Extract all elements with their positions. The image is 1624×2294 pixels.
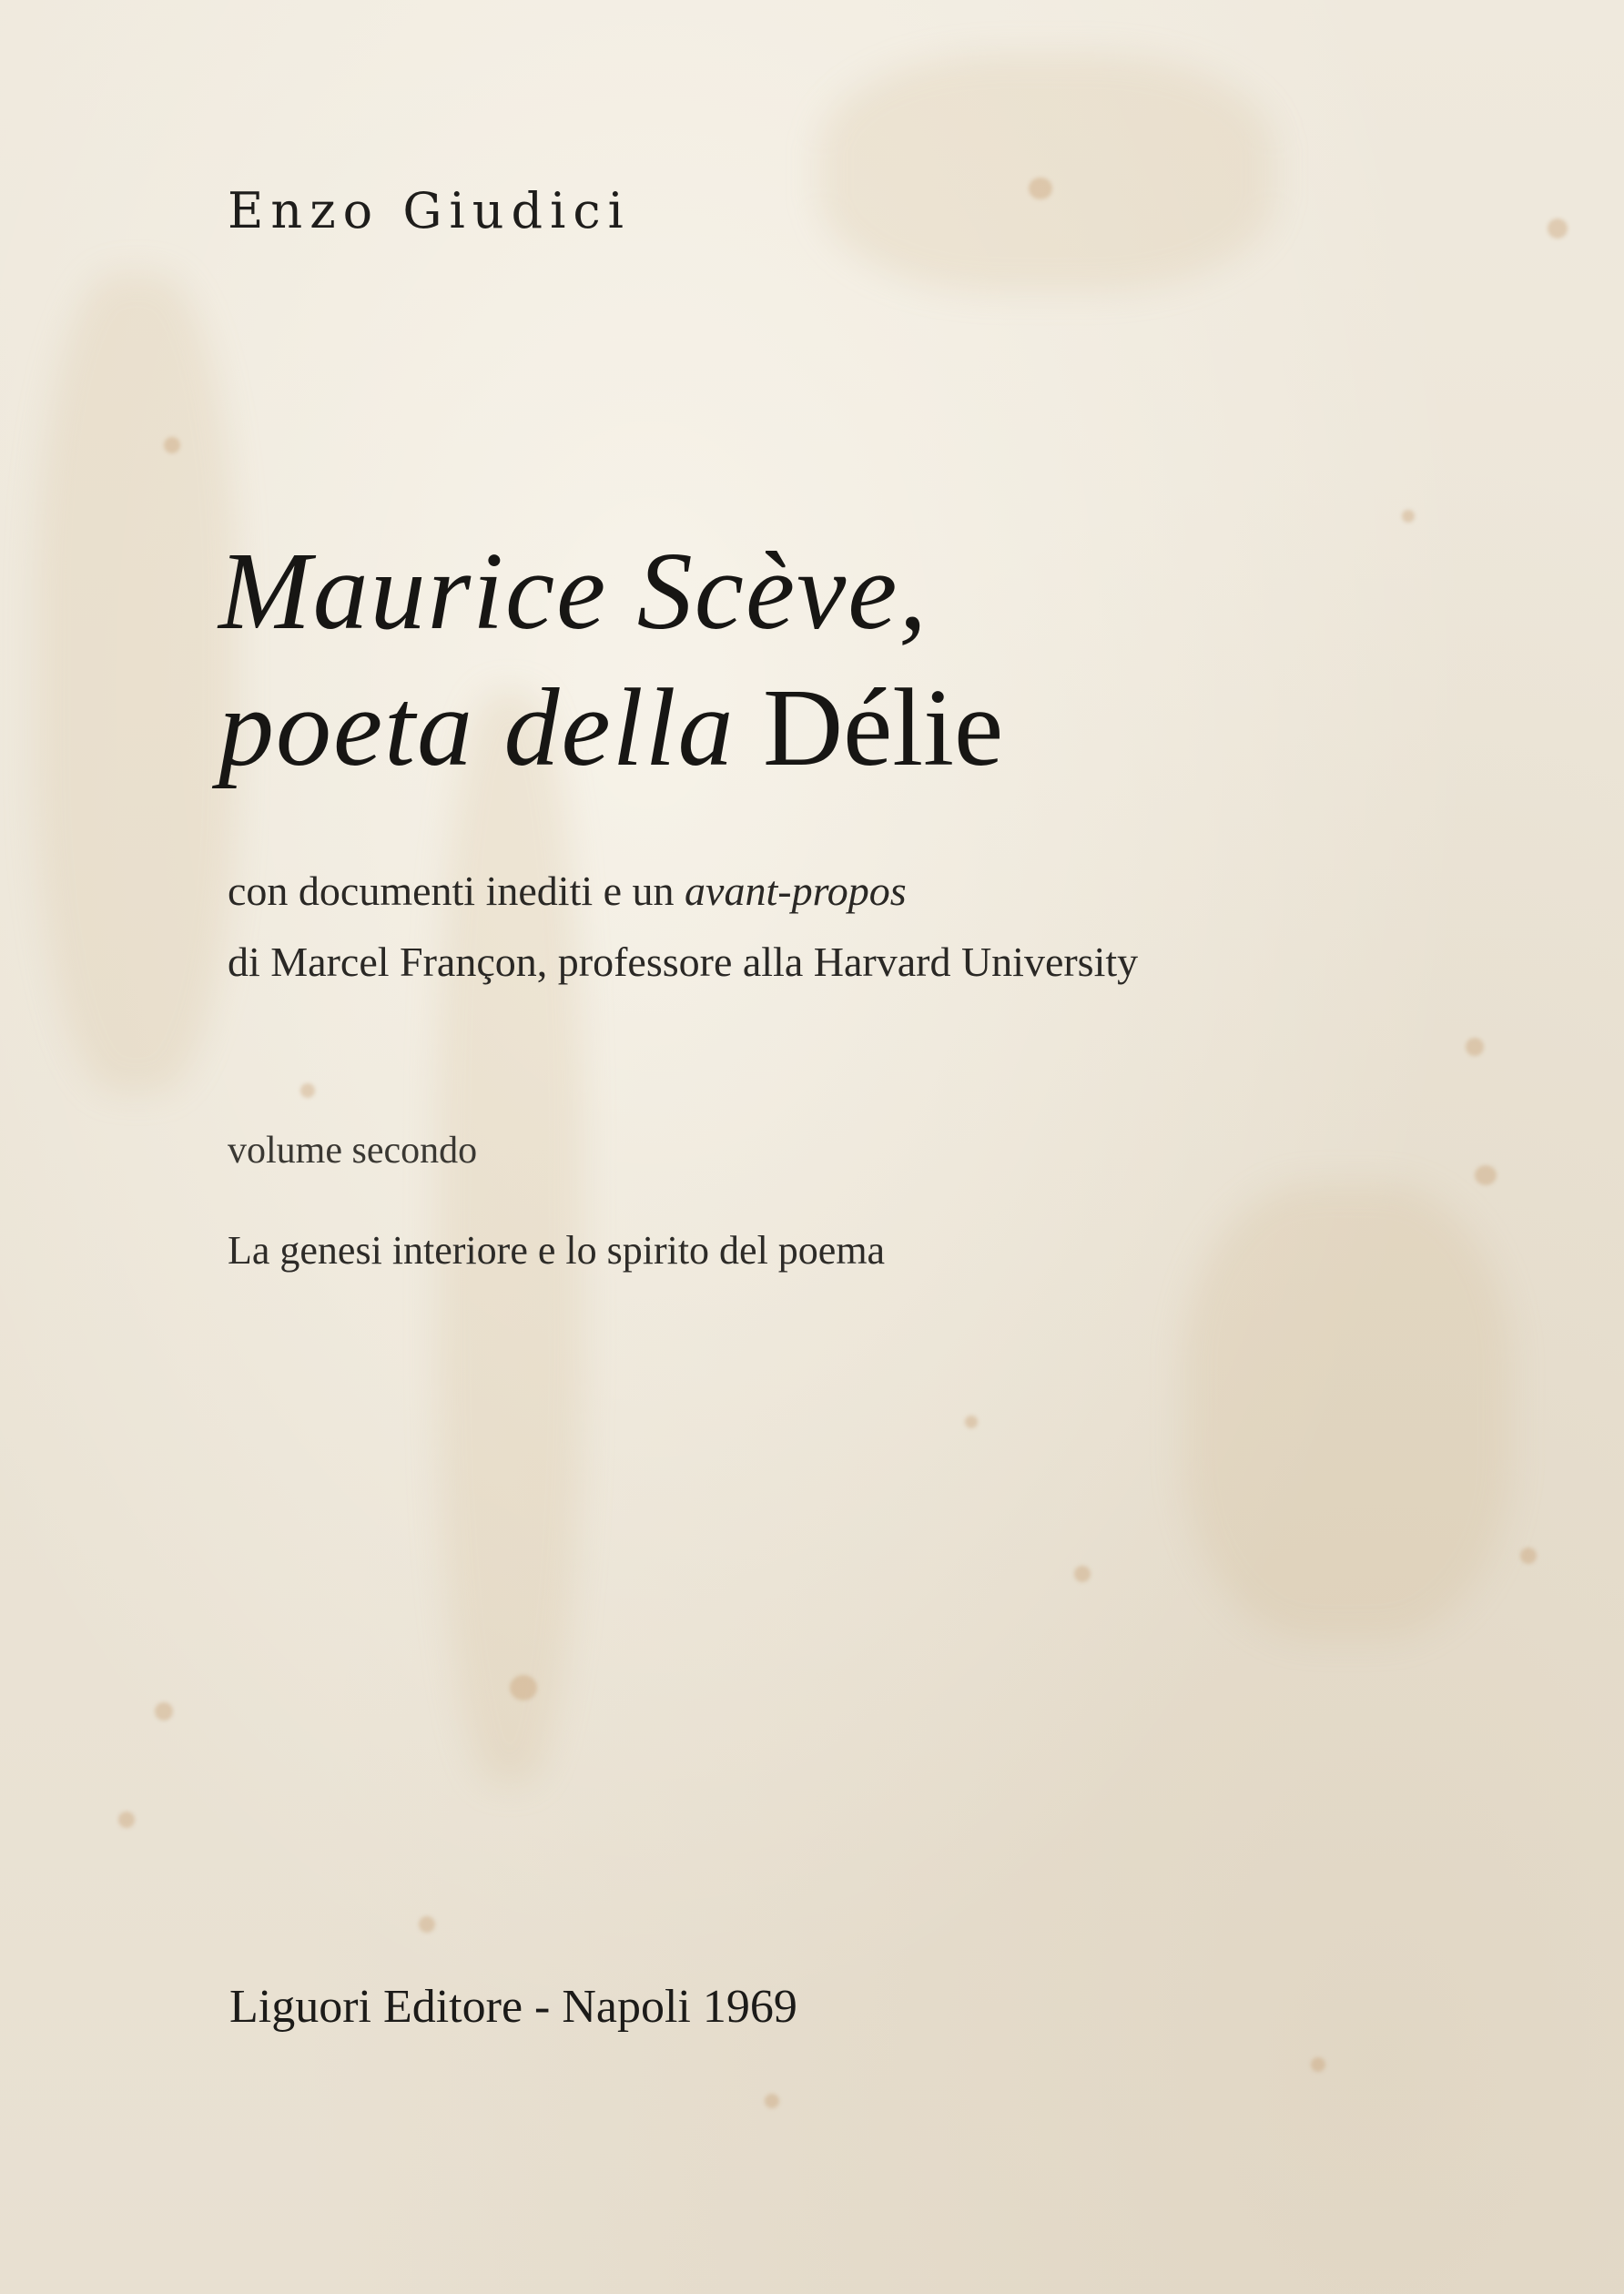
foxing-spot <box>300 1083 315 1098</box>
foxing-spot <box>1548 218 1568 239</box>
title-line-1: Maurice Scève, <box>218 530 929 653</box>
foxing-spot <box>965 1416 978 1428</box>
foxing-spot <box>510 1675 537 1700</box>
foxing-spot <box>1466 1038 1484 1056</box>
foxing-spot <box>1475 1165 1497 1185</box>
foxing-spot <box>155 1702 173 1720</box>
paper-stain <box>1183 1183 1511 1639</box>
subtitle-line-2: di Marcel Françon, professore alla Harvard University <box>228 939 1139 985</box>
paper-stain <box>36 273 237 1092</box>
subtitle <box>228 856 1138 998</box>
foxing-spot <box>1311 2057 1325 2072</box>
foxing-spot <box>419 1916 435 1933</box>
author-name: Enzo Giudici <box>228 182 631 239</box>
title-line-2-italic: poeta della <box>218 666 736 789</box>
publisher-imprint: Liguori Editore - Napoli 1969 <box>229 1981 797 2033</box>
foxing-spot <box>765 2094 779 2108</box>
foxing-spot <box>1520 1548 1537 1564</box>
foxing-spot <box>1402 510 1415 523</box>
paper-stain <box>819 55 1274 291</box>
foxing-spot <box>1029 178 1052 199</box>
foxing-spot <box>118 1812 135 1828</box>
title-line-2-roman: Délie <box>763 666 1004 789</box>
volume-title: La genesi interiore e lo spirito del poema <box>228 1228 886 1273</box>
book-title <box>218 523 1003 797</box>
foxing-spot <box>164 437 180 453</box>
subtitle-line-1-italic: avant-propos <box>685 868 907 914</box>
subtitle-line-1 <box>228 856 1138 927</box>
foxing-spot <box>1074 1566 1091 1582</box>
title-line-2 <box>218 660 1003 797</box>
subtitle-line-1-prefix: con documenti inediti e un <box>228 868 675 914</box>
volume-label: volume secondo <box>228 1130 478 1172</box>
